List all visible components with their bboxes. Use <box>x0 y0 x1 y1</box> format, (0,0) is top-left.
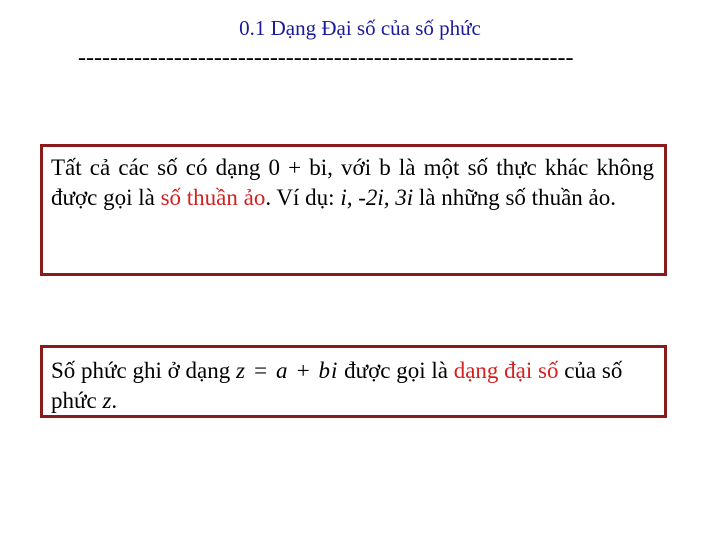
definition-text: là những số thuần ảo. <box>413 185 616 210</box>
definition-text: của số phức <box>51 358 623 413</box>
variable-z: z <box>102 388 112 413</box>
highlight-term: dạng đại số <box>453 358 559 383</box>
definition-text: Số phức ghi ở dạng <box>51 358 236 383</box>
page-title: 0.1 Dạng Đại số của số phức <box>239 16 481 40</box>
formula: z = a + bi <box>235 358 339 383</box>
separator-line: -------------------------------------------------------------- <box>78 46 574 70</box>
definition-text: được gọi là <box>338 358 454 383</box>
example-values: i, -2i, 3i <box>340 185 414 210</box>
definition-text: Tất cả các số có dạng 0 + bi, với b là một số thực khác không được gọi là <box>51 155 654 210</box>
definition-text: . <box>111 388 118 413</box>
definition-box-algebraic-form <box>40 345 667 418</box>
highlight-term: số thuần ảo <box>160 185 266 210</box>
definition-text: . Ví dụ: <box>265 185 341 210</box>
definition-box-pure-imaginary <box>40 144 667 276</box>
